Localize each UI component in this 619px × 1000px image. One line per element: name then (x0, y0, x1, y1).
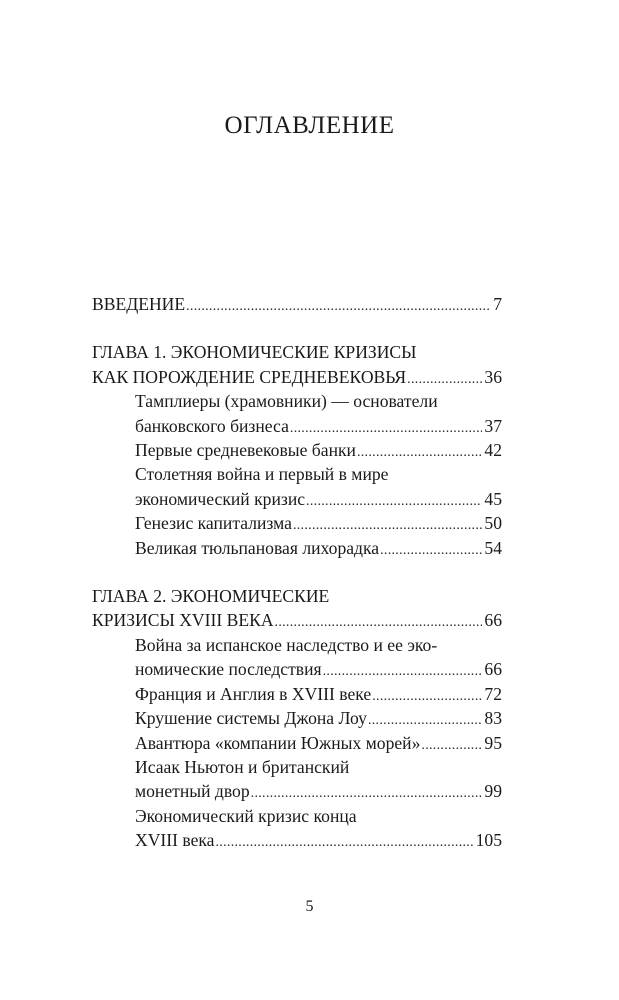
toc-entry-title-line: Тамплиеры (храмовники) — основатели (135, 391, 438, 412)
toc-entry-title-line: Авантюра «компании Южных морей» (135, 732, 421, 753)
toc-section-entry[interactable] (92, 731, 502, 755)
dot-leader (216, 828, 474, 847)
toc-entry-title-line: Исаак Ньютон и британский (135, 756, 350, 777)
toc-entry-title-line: монетный двор (135, 781, 250, 802)
toc-section-entry[interactable] (92, 633, 502, 682)
toc-entry-title-line: Великая тюльпановая лихорадка (135, 537, 380, 558)
toc-page-number: 95 (484, 732, 502, 753)
toc-chapter-entry[interactable] (92, 340, 502, 389)
toc-section-entry[interactable] (92, 438, 502, 462)
dot-leader (290, 414, 483, 433)
dot-leader (275, 608, 483, 627)
toc-section-entry[interactable] (92, 755, 502, 804)
toc-entry-title-line: XVIII века (135, 830, 215, 851)
toc-page-number: 72 (484, 683, 502, 704)
toc-page-number: 83 (484, 708, 502, 729)
dot-leader (306, 487, 482, 506)
toc-entry-title-line: КРИЗИСЫ XVIII ВЕКА (92, 610, 274, 631)
toc-page-number: 7 (493, 294, 502, 314)
dot-leader (380, 536, 482, 555)
toc-entry-row (92, 292, 502, 316)
toc-page-number: 99 (484, 781, 502, 802)
dot-leader (186, 292, 491, 311)
toc-entry-row (92, 365, 502, 389)
toc-page-number: 45 (484, 488, 502, 509)
dot-leader (372, 682, 482, 701)
dot-leader (357, 438, 482, 457)
toc-chapter-entry[interactable] (92, 292, 502, 316)
toc-entry-row (135, 828, 502, 852)
toc-entry-title-line: Столетняя война и первый в мире (135, 464, 389, 485)
dot-leader (293, 511, 482, 530)
toc-entry-title-line: Франция и Англия в XVIII веке (135, 683, 372, 704)
toc-entry-title-line: ГЛАВА 1. ЭКОНОМИЧЕСКИЕ КРИЗИСЫ (92, 342, 417, 363)
toc-page-number: 37 (484, 415, 502, 436)
toc-entry-row (135, 706, 502, 730)
toc-page-number: 66 (484, 659, 502, 680)
toc-entry-title-line: Война за испанское наследство и ее эко- (135, 634, 438, 655)
toc-page-number: 42 (484, 440, 502, 461)
page-title: ОГЛАВЛЕНИЕ (224, 112, 395, 139)
toc-chapter-entry[interactable] (92, 584, 502, 633)
toc-page-number: 105 (475, 830, 502, 851)
dot-leader (368, 706, 482, 725)
toc-section-entry[interactable] (92, 462, 502, 511)
toc-entry-title-line: ВВЕДЕНИЕ (92, 294, 186, 314)
toc-section-entry[interactable] (92, 511, 502, 535)
toc-entry-row (135, 536, 502, 560)
toc-page-number: 36 (484, 366, 502, 387)
dot-leader (407, 365, 482, 384)
toc-entry-title-line: номические последствия (135, 659, 322, 680)
toc-page-number: 50 (484, 513, 502, 534)
toc-page-number: 54 (484, 537, 502, 558)
table-of-contents (92, 292, 502, 853)
toc-section-entry[interactable] (92, 804, 502, 853)
toc-section-entry[interactable] (92, 706, 502, 730)
section-spacer (92, 316, 502, 340)
toc-entry-title-line: Крушение системы Джона Лоу (135, 708, 367, 729)
toc-entry-title-line: Генезис капитализма (135, 513, 292, 534)
toc-section-entry[interactable] (92, 389, 502, 438)
toc-entry-row (135, 731, 502, 755)
toc-entry-row (135, 414, 502, 438)
page-number: 5 (305, 898, 314, 915)
dot-leader (421, 731, 482, 750)
dot-leader (323, 657, 483, 676)
toc-entry-row (92, 608, 502, 632)
toc-entry-row (135, 511, 502, 535)
toc-entry-title-line: Первые средневековые банки (135, 440, 356, 461)
toc-entry-title-line: экономический кризис (135, 488, 306, 509)
toc-entry-title-line: КАК ПОРОЖДЕНИЕ СРЕДНЕВЕКОВЬЯ (92, 366, 407, 387)
toc-entry-title-line: банковского бизнеса (135, 415, 289, 436)
toc-entry-row (135, 657, 502, 681)
toc-entry-row (135, 438, 502, 462)
toc-entry-row (135, 682, 502, 706)
toc-entry-title-line: ГЛАВА 2. ЭКОНОМИЧЕСКИЕ (92, 586, 330, 607)
dot-leader (251, 779, 483, 798)
section-spacer (92, 560, 502, 584)
toc-entry-title-line: Экономический кризис конца (135, 805, 357, 826)
toc-entry-row (135, 487, 502, 511)
toc-section-entry[interactable] (92, 682, 502, 706)
toc-entry-row (135, 779, 502, 803)
toc-page-number: 66 (484, 610, 502, 631)
toc-section-entry[interactable] (92, 536, 502, 560)
